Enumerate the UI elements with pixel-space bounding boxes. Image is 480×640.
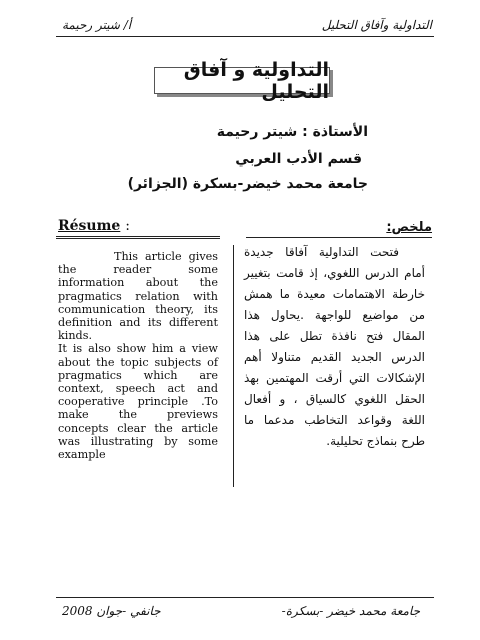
article-title: التداولية و آفاق التحليل: [183, 58, 329, 103]
mulakhas-text: [244, 242, 425, 452]
footer-rule: [56, 597, 434, 598]
footer-right: جامعة محمد خيضر -بسكرة-: [281, 604, 420, 618]
header-rule: [56, 36, 434, 37]
author-line: الأستاذة : شيتر رحيمة: [216, 124, 368, 140]
mulakhas-paragraph: فتحت التداولية آفاقا جديدة أمام الدرس اللغوي، إذ قامت بتغيير خارطة الاهتمامات معيدة ما همش من مواضيع للواجهة .يحاول هذا المقال فتح نافذة تطل على هذا الدرس الجديد القديم متناولا أهم الإشكالات التي أرقت المهتمين بهذ الحقل اللغوي كالسياق ، و أفعال اللغة وقواعد التخاطب مدعما ما طرح بنماذج تحليلية.: [244, 245, 425, 448]
resume-paragraph-2: It is also show him a view about the topic subjects of pragmatics which are context, speech act and cooperative principle .To make the previews concepts clear the article was illustrating by some example: [58, 342, 218, 462]
resume-label: Résume: [58, 218, 121, 234]
department-line: قسم الأدب العربي: [235, 151, 362, 167]
mulakhas-rule: [246, 237, 432, 238]
university-line: جامعة محمد خيضر-بسكرة (الجزائر): [127, 176, 368, 192]
column-divider: [233, 245, 234, 487]
footer-left: جانفي -جوان 2008: [62, 604, 161, 618]
header-right: التداولية وآفاق التحليل: [321, 18, 432, 32]
resume-rule: [56, 236, 220, 239]
resume-colon: :: [125, 218, 130, 234]
resume-paragraph-1: This article gives the reader some information about the pragmatics relation with communication theory, its definition and its different kinds.: [58, 250, 218, 343]
header-left: أ/ شيتر رحيمة: [62, 18, 132, 32]
resume-text: [58, 250, 218, 461]
resume-heading: [58, 218, 130, 234]
mulakhas-heading: ملخص:: [386, 220, 432, 235]
title-box: [154, 58, 330, 103]
